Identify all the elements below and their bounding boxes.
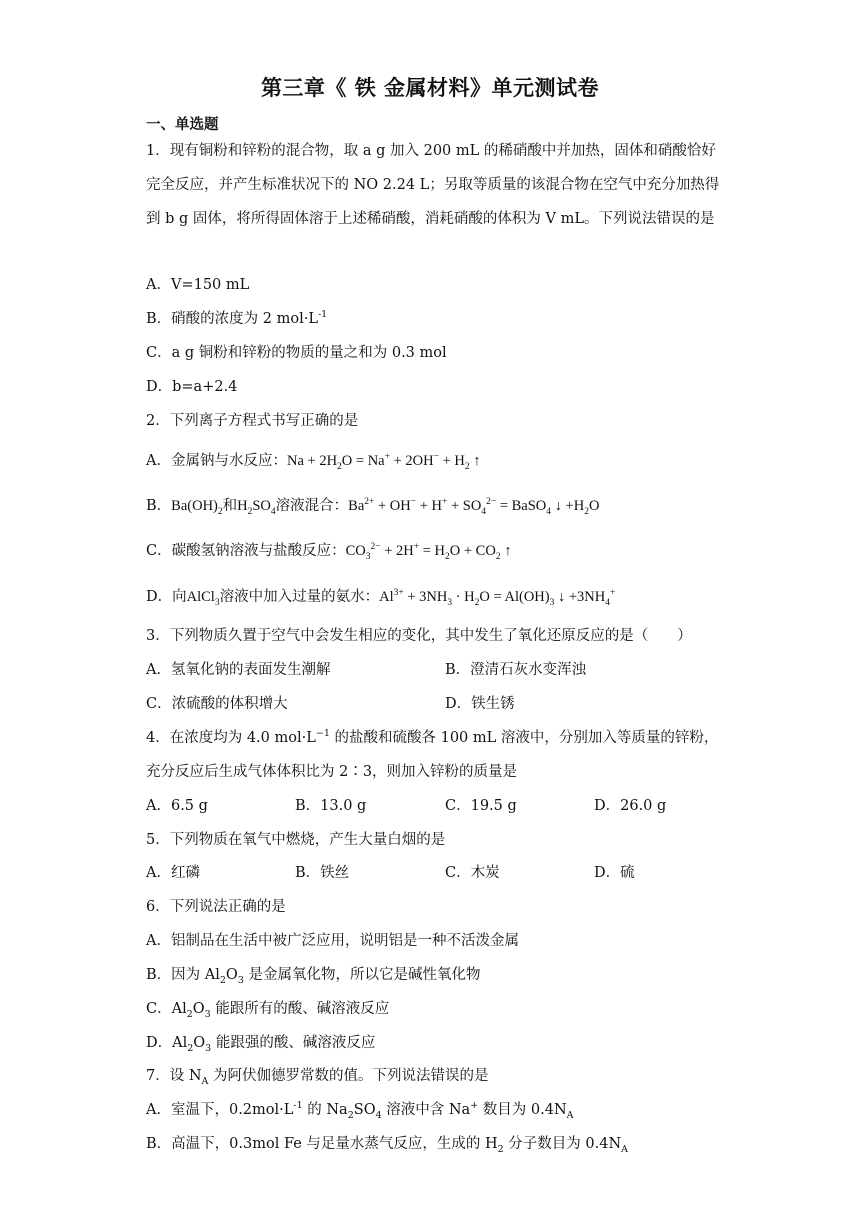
question-6-option-d: D．$Al_2O_3$ 能跟强的酸、碱溶液反应 (146, 1035, 376, 1054)
equation-b: $Ba^{2+} + OH^- + H^+ + SO_4^{2-}$ = BaSO$_4$ ↓ $+H_2O$ (348, 497, 600, 517)
question-5-option-b: B．铁丝 (295, 865, 350, 881)
question-3-option-b: B．澄清石灰水变浑浊 (445, 662, 587, 678)
question-3-option-a: A．氢氧化钠的表面发生潮解 (146, 662, 331, 678)
question-6-option-c: C．$Al_2O_3$ 能跟所有的酸、碱溶液反应 (146, 1001, 390, 1020)
question-5-option-d: D．硫 (594, 865, 635, 881)
question-4-stem-cont: 充分反应后生成气体体积比为 2∶3，则加入锌粉的质量是 (146, 764, 518, 780)
question-4-option-d: D．26.0 g (594, 798, 667, 814)
question-1-option-b: B．硝酸的浓度为 2 $mol\cdot L^{-1}$ (146, 309, 328, 327)
question-3-option-c: C．浓硫酸的体积增大 (146, 696, 288, 712)
question-5-stem: 5．下列物质在氧气中燃烧，产生大量白烟的是 (146, 832, 446, 848)
question-2-stem: 2．下列离子方程式书写正确的是 (146, 413, 359, 429)
question-4-option-b: B．13.0 g (295, 798, 367, 814)
question-2-option-d: D．向AlCl$_3$溶液中加入过量的氨水：$Al^{3+} + 3NH_3 \cdot H_2O = Al(OH)_3$ ↓ $+3NH_4^+$ (146, 588, 616, 608)
question-2-option-b: B．$Ba(OH)_2$和$H_2SO_4$溶液混合：$Ba^{2+} + OH^- + H^+ + SO_4^{2-}$ = BaSO$_4$ ↓ $+H_2O$ (146, 497, 600, 517)
question-4-option-c: C．19.5 g (445, 798, 517, 814)
question-1-option-c: C．a g 铜粉和锌粉的物质的量之和为 0.3 mol (146, 345, 447, 361)
equation-d: $Al^{3+} + 3NH_3 \cdot H_2O = Al(OH)_3$ ↓ $+3NH_4^+$ (379, 588, 616, 608)
question-7-stem: 7．设 $N_A$ 为阿伏伽德罗常数的值。下列说法错误的是 (146, 1068, 489, 1087)
question-6-stem: 6．下列说法正确的是 (146, 899, 286, 915)
question-2-option-c: C．碳酸氢钠溶液与盐酸反应：$CO_3^{2-} + 2H^+ = H_2O + CO_2$ ↑ (146, 542, 512, 562)
equation-a: $Na + 2H_2O = Na^+ + 2OH^- + H_2$ ↑ (286, 452, 481, 472)
page-title: 第三章《 铁 金属材料》单元测试卷 (260, 76, 600, 100)
question-4-stem: 4．在浓度均为 4.0 $mol\cdot L^{-1}$ 的盐酸和硫酸各 100 mL 溶液中，分别加入等质量的锌粉， (146, 728, 719, 746)
question-7-option-b: B．高温下，0.3mol Fe 与足量水蒸气反应，生成的 $H_2$ 分子数目为 $0.4N_A$ (146, 1136, 629, 1155)
question-4-option-a: A．6.5 g (146, 798, 208, 814)
question-1-option-d: D．b=a+2.4 (146, 379, 238, 395)
question-5-option-a: A．红磷 (146, 865, 200, 881)
question-1-option-a: A．V=150 mL (146, 277, 250, 293)
question-6-option-a: A．铝制品在生活中被广泛应用，说明铝是一种不活泼金属 (146, 933, 519, 949)
question-3-stem: 3．下列物质久置于空气中会发生相应的变化，其中发生了氧化还原反应的是（ ） (146, 628, 692, 644)
section-heading: 一、单选题 (146, 117, 219, 133)
question-6-option-b: B．因为 $Al_2O_3$ 是金属氧化物，所以它是碱性氧化物 (146, 967, 481, 986)
question-2-option-a: A．金属钠与水反应：$Na + 2H_2O = Na^+ + 2OH^- + H_2$ ↑ (146, 452, 481, 472)
equation-c: $CO_3^{2-} + 2H^+ = H_2O + CO_2$ ↑ (345, 542, 512, 562)
question-5-option-c: C．木炭 (445, 865, 500, 881)
question-1-stem: 1．现有铜粉和锌粉的混合物，取 a g 加入 200 mL 的稀硝酸中并加热，固体和硝酸恰好完全反应，并产生标准状况下的 NO 2.24 L；另取等质量的该混合物在空气中充分加热得到 b g 固体，将所得固体溶于上述稀硝酸，消耗硝酸的体积为 V mL。下列说法错误的是 (146, 143, 720, 227)
question-3-option-d: D．铁生锈 (445, 696, 515, 712)
question-7-option-a: A．室温下，$0.2mol\cdot L^{-1}$ 的 $Na_2SO_4$ 溶液中含 Na+ 数目为 $0.4N_A$ (146, 1100, 574, 1121)
